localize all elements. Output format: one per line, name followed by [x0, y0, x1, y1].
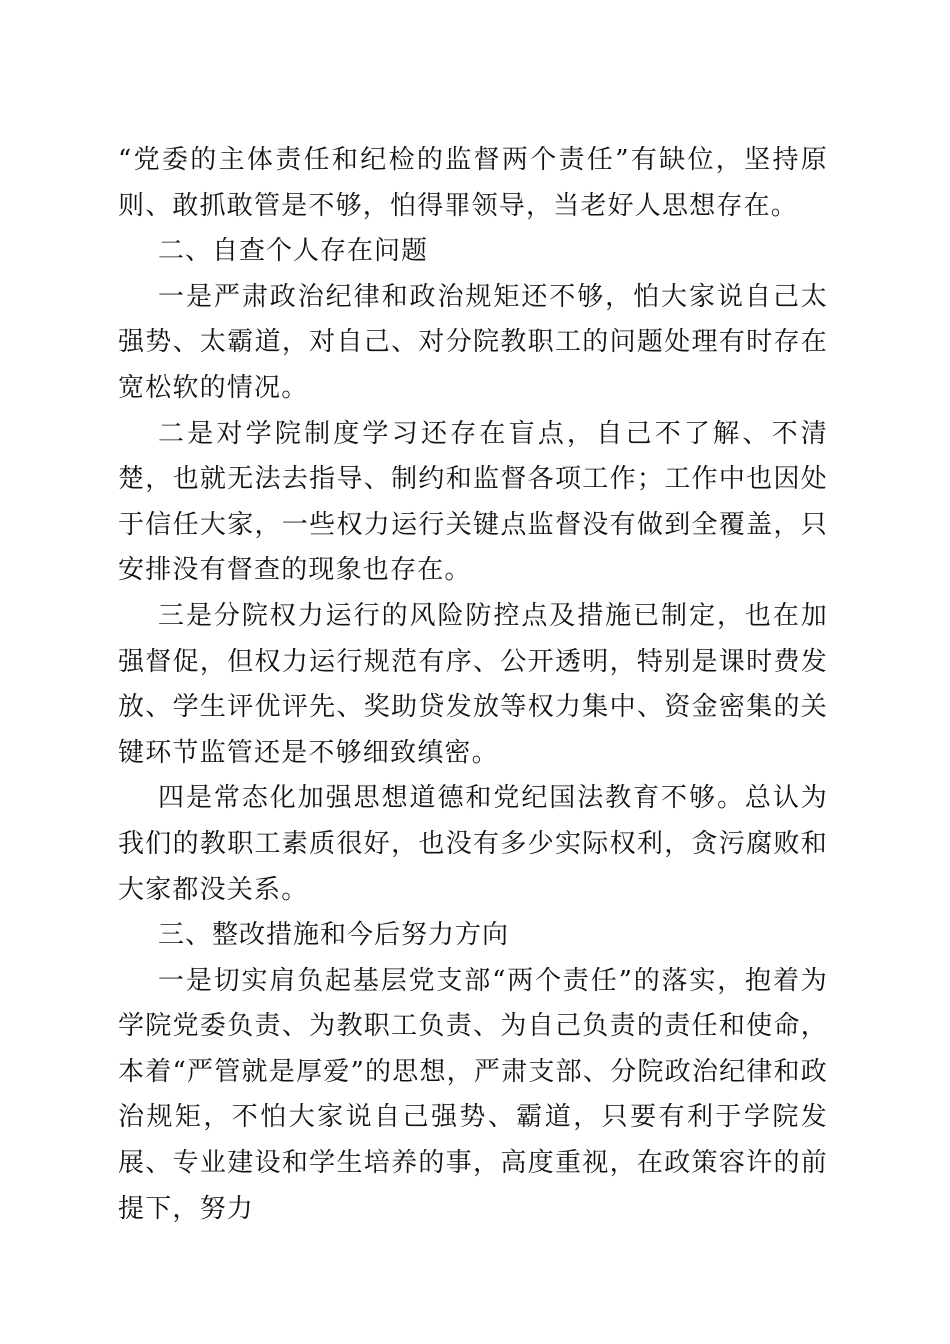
section-heading-rectification: 三、整改措施和今后努力方向 — [158, 920, 510, 951]
paragraph-issue-4: 四是常态化加强思想道德和党纪国法教育不够。总认为我们的教职工素质很好，也没有多少实际权利，贪污腐败和大家都没关系。 — [118, 783, 828, 905]
section-heading-self-check: 二、自查个人存在问题 — [158, 236, 429, 267]
paragraph-issue-2: 二是对学院制度学习还存在盲点，自己不了解、不清楚，也就无法去指导、制约和监督各项工作；工作中也因处于信任大家，一些权力运行关键点监督没有做到全覆盖，只安排没有督查的现象也存在。 — [118, 418, 828, 586]
paragraph-issue-3: 三是分院权力运行的风险防控点及措施已制定，也在加强督促，但权力运行规范有序、公开透明，特别是课时费发放、学生评优评先、奖助贷发放等权力集中、资金密集的关键环节监管还是不够细致缜密。 — [118, 600, 828, 768]
paragraph-measure-1: 一是切实肩负起基层党支部“两个责任”的落实，抱着为学院党委负责、为教职工负责、为自己负责的责任和使命，本着“严管就是厚爱”的思想，严肃支部、分院政治纪律和政治规矩，不怕大家说自己强势、霸道，只要有利于学院发展、专业建设和学生培养的事，高度重视，在政策容许的前提下，努力 — [118, 965, 828, 1224]
paragraph-continued: “党委的主体责任和纪检的监督两个责任”有缺位，坚持原则、敢抓敢管是不够，怕得罪领导，当老好人思想存在。 — [118, 145, 828, 221]
document-body — [118, 138, 828, 1232]
paragraph-issue-1: 一是严肃政治纪律和政治规矩还不够，怕大家说自己太强势、太霸道，对自己、对分院教职工的问题处理有时存在宽松软的情况。 — [118, 281, 828, 403]
